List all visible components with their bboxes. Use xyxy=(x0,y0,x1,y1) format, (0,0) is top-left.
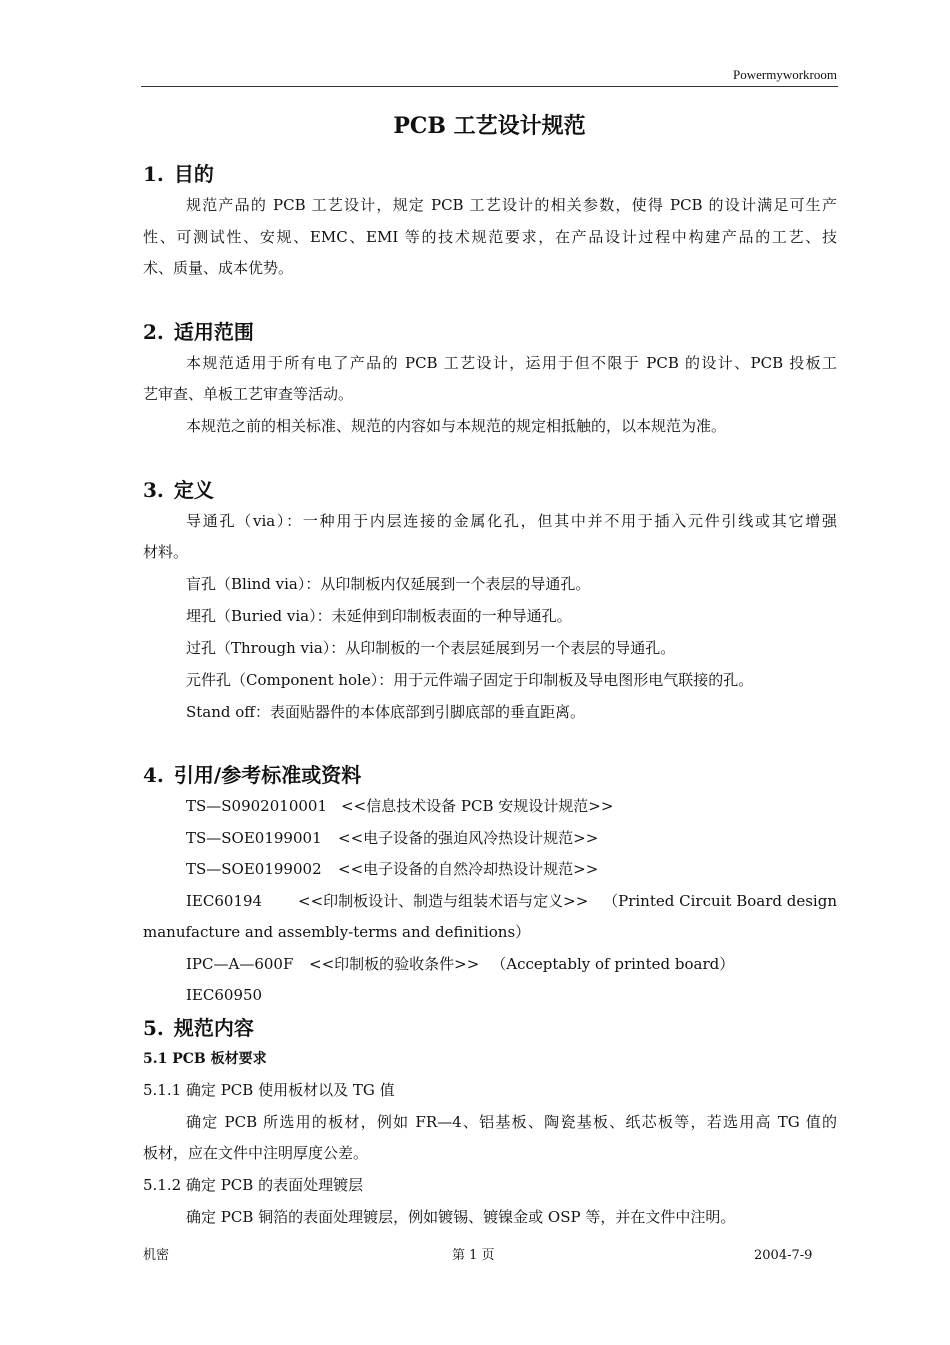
paragraph-line: 规范产品的 PCB 工艺设计，规定 PCB 工艺设计的相关参数，使得 PCB 的设计满足可生产 xyxy=(186,196,837,214)
section-1-heading xyxy=(143,161,214,187)
section-title: 引用/参考标准或资料 xyxy=(173,763,362,787)
reference-item xyxy=(186,859,598,879)
reference-name: <<信息技术设备 PCB 安规设计规范>> xyxy=(341,797,614,815)
paragraph-line: 板材，应在文件中注明厚度公差。 xyxy=(143,1144,369,1162)
paragraph-line: 术、质量、成本优势。 xyxy=(143,259,294,277)
definition-line: 盲孔（Blind via）：从印制板内仅延展到一个表层的导通孔。 xyxy=(186,575,591,593)
section-title: 目的 xyxy=(173,162,214,186)
definition-line: 元件孔（Component hole）：用于元件端子固定于印制板及导电图形电气联接的孔。 xyxy=(186,671,754,689)
section-number: 2. xyxy=(143,320,164,344)
reference-code: TS—SOE0199002 xyxy=(186,860,322,878)
section-number: 4. xyxy=(143,763,164,787)
paragraph-line: 本规范适用于所有电了产品的 PCB 工艺设计，运用于但不限于 PCB 的设计、PCB 投板工 xyxy=(186,354,837,372)
definition-line: 埋孔（Buried via）：未延伸到印制板表面的一种导通孔。 xyxy=(186,607,572,625)
subsubsection-heading: 5.1.1 确定 PCB 使用板材以及 TG 值 xyxy=(143,1081,395,1099)
reference-code: TS—S0902010001 xyxy=(186,797,327,815)
reference-code: IPC—A—600F xyxy=(186,955,294,973)
subsubsection-heading: 5.1.2 确定 PCB 的表面处理镀层 xyxy=(143,1176,364,1194)
section-title: 适用范围 xyxy=(173,320,254,344)
section-number: 5. xyxy=(143,1016,164,1040)
paragraph-line: 确定 PCB 所选用的板材，例如 FR—4、铝基板、陶瓷基板、纸芯板等，若选用高 TG 值的 xyxy=(186,1113,837,1131)
document-title: PCB 工艺设计规范 xyxy=(393,113,586,139)
paragraph-line: 材料。 xyxy=(143,543,189,561)
section-2-heading xyxy=(143,319,254,345)
header-site-name: Powermyworkroom xyxy=(733,67,837,82)
reference-code: TS—SOE0199001 xyxy=(186,829,322,847)
reference-name: <<电子设备的强迫风冷热设计规范>> xyxy=(338,829,599,847)
reference-english-title: （Acceptably of printed board） xyxy=(491,955,735,973)
paragraph-line: 艺审查、单板工艺审查等活动。 xyxy=(143,385,354,403)
reference-name: <<印制板的验收条件>> xyxy=(309,955,480,973)
section-title: 定义 xyxy=(173,478,214,502)
section-3-heading xyxy=(143,477,214,503)
subsection-heading: 5.1 PCB 板材要求 xyxy=(143,1051,267,1067)
reference-item xyxy=(186,985,262,1005)
reference-english-title: （Printed Circuit Board design xyxy=(603,892,837,910)
footer-page-number: 第 1 页 xyxy=(452,1248,495,1263)
footer-confidential: 机密 xyxy=(143,1248,170,1263)
reference-name: <<印制板设计、制造与组装术语与定义>> xyxy=(298,892,589,910)
reference-code: IEC60194 xyxy=(186,892,263,910)
paragraph-line: 本规范之前的相关标准、规范的内容如与本规范的规定相抵触的，以本规范为准。 xyxy=(186,417,727,435)
reference-name: <<电子设备的自然冷却热设计规范>> xyxy=(338,860,599,878)
reference-item xyxy=(186,796,613,816)
section-5-heading xyxy=(143,1015,254,1041)
reference-item xyxy=(186,891,837,911)
definition-line: Stand off：表面贴器件的本体底部到引脚底部的垂直距离。 xyxy=(186,703,585,721)
paragraph-line: 导通孔（via）：一种用于内层连接的金属化孔，但其中并不用于插入元件引线或其它增强 xyxy=(186,512,837,530)
section-number: 1. xyxy=(143,162,164,186)
paragraph-line: 性、可测试性、安规、EMC、EMI 等的技术规范要求，在产品设计过程中构建产品的工艺、技 xyxy=(143,228,837,246)
reference-item xyxy=(186,828,598,848)
header-rule xyxy=(141,86,838,87)
reference-code: IEC60950 xyxy=(186,986,263,1004)
section-title: 规范内容 xyxy=(173,1016,254,1040)
paragraph-line: 确定 PCB 铜箔的表面处理镀层，例如镀锡、镀镍金或 OSP 等，并在文件中注明。 xyxy=(186,1208,736,1226)
section-4-heading xyxy=(143,762,361,788)
section-number: 3. xyxy=(143,478,164,502)
reference-item xyxy=(186,954,734,974)
definition-line: 过孔（Through via）：从印制板的一个表层延展到另一个表层的导通孔。 xyxy=(186,639,676,657)
footer-date: 2004-7-9 xyxy=(754,1248,813,1263)
reference-continuation: manufacture and assembly-terms and definitions） xyxy=(143,923,531,941)
